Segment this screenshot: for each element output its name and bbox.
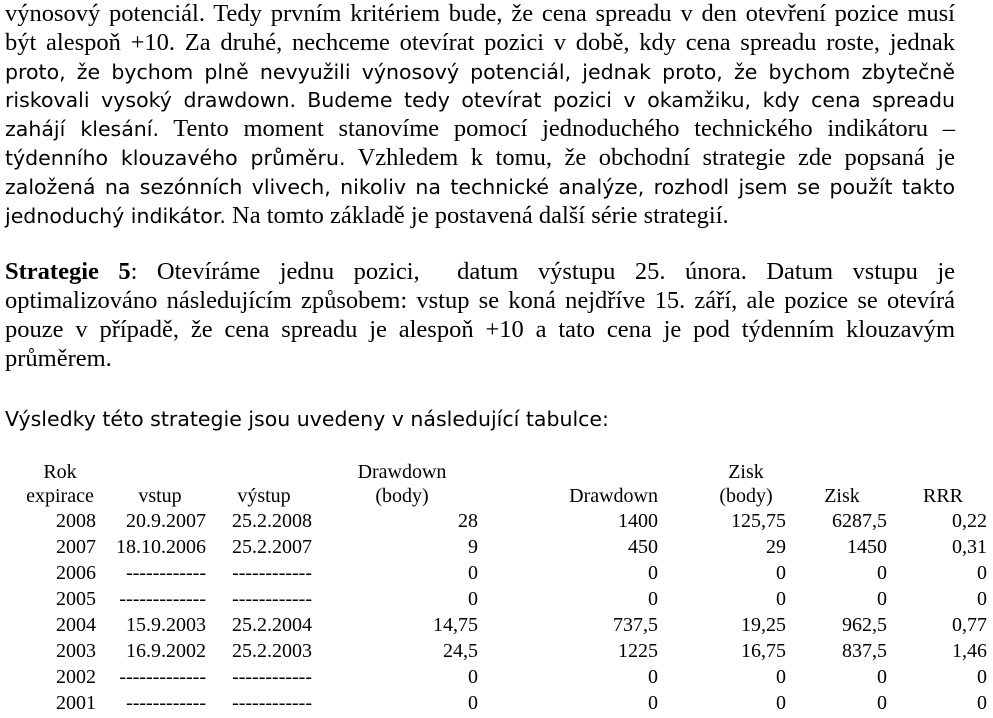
table-row [10,612,993,638]
paragraph-line [5,115,955,144]
table-cell: 125,75 [731,510,786,532]
table-cell: ------------ [232,666,312,688]
table-cell: ------------ [232,692,312,714]
table-cell: 2004 [56,614,96,636]
table-header-cell [210,460,318,484]
text-run: Na tomto základě je postavená další série strategií. [232,201,729,229]
table-cell: 0 [877,666,887,688]
paragraph-line [5,202,955,231]
table-row [10,690,993,716]
table-cell: 0 [468,562,478,584]
table-cell: 18.10.2006 [116,536,206,558]
table-cell: 28 [458,510,478,532]
table-cell: 1400 [618,510,658,532]
table-cell: 0 [877,692,887,714]
paragraph-line [5,404,955,433]
table-cell: 0 [648,562,658,584]
table-cell: 737,5 [613,614,658,636]
results-table-body [10,508,993,716]
text-run: založená na sezónních vlivech, nikoliv na technické analýze, rozhodl jsem se použít takto [5,174,955,199]
table-cell: 0 [648,588,658,610]
table-cell: 2002 [56,666,96,688]
table-cell: 24,5 [443,640,478,662]
table-cell: 0 [776,692,786,714]
table-cell: 2008 [56,510,96,532]
table-row [10,664,993,690]
text-run: týdenního klouzavého průměru. [5,145,346,170]
table-cell: ------------- [119,588,206,610]
table-row [10,586,993,612]
table-cell: 25.2.2003 [232,640,312,662]
table-cell: 25.2.2004 [232,614,312,636]
table-cell: 0,31 [952,536,987,558]
table-cell: ------------ [126,562,206,584]
table-cell: 0 [776,588,786,610]
table-cell: 9 [468,536,478,558]
table-header-cell [791,460,893,484]
table-header-cell: Drawdown [569,485,658,507]
table-header-cell: výstup [237,485,291,507]
text-run: Vzhledem k tomu, že obchodní strategie zde popsaná je [357,143,955,171]
text-run: být alespoň +10. Za druhé, nechceme otevírat pozici v době, kdy cena spreadu roste, jednak [5,28,955,56]
table-header-cell: vstup [138,485,182,507]
table-row [10,534,993,560]
table-cell: 1450 [847,536,887,558]
paragraph-line [5,58,955,87]
table-cell: ------------- [119,666,206,688]
text-run: riskovali vysoký drawdown. [5,88,297,113]
table-row [10,560,993,586]
results-table [10,460,993,716]
table-header-cell: expirace [26,485,94,507]
text-run: průměrem. [5,345,112,372]
table-cell: 962,5 [842,614,887,636]
text-run: Výsledky této strategie jsou uvedeny v následující tabulce: [5,407,609,431]
paragraph-line [5,344,955,373]
table-header-row [10,460,993,484]
text-run: proto, že bychom plně nevyužili výnosový potenciál, jednak proto, že bychom zbytečně [5,59,955,84]
table-cell: ------------ [126,692,206,714]
text-run: Budeme tedy otevírat pozici v okamžiku, kdy cena spreadu [307,88,955,113]
table-cell: 0 [648,692,658,714]
table-cell: ------------ [232,588,312,610]
table-cell: 1225 [618,640,658,662]
strategy-heading: Strategie 5 [5,258,131,285]
table-header-cell: (body) [375,485,429,507]
table-header-cell [893,460,993,484]
table-header-cell [486,460,701,484]
table-cell: 16,75 [741,640,786,662]
paragraph-line [5,29,955,58]
table-cell: 0 [977,692,987,714]
strategy-paragraph [5,257,955,373]
paragraph-line [5,144,955,173]
table-cell: 0,22 [952,510,987,532]
table-cell: 837,5 [842,640,887,662]
table-cell: ------------ [232,562,312,584]
text-run: : Otevíráme jednu pozici, [130,258,420,285]
table-header-cell: (body) [719,485,773,507]
table-header-cell: Rok [43,461,77,483]
table-cell: 2007 [56,536,96,558]
text-run: zahájí klesání. [5,117,160,142]
table-cell: 0 [648,666,658,688]
table-cell: 0 [776,666,786,688]
table-header-row [10,484,993,508]
table-cell: 0 [977,666,987,688]
table-cell: 0 [468,692,478,714]
table-cell: 0 [468,588,478,610]
results-intro [5,404,955,433]
table-cell: 2001 [56,692,96,714]
paragraph-line [5,286,955,315]
intro-paragraph [5,0,955,230]
table-cell: 0 [977,562,987,584]
table-cell: 2006 [56,562,96,584]
table-row [10,508,993,534]
table-header-cell: Zisk [728,461,764,483]
table-cell: 1,46 [952,640,987,662]
paragraph-line [5,173,955,202]
table-cell: 2003 [56,640,96,662]
table-cell: 25.2.2008 [232,510,312,532]
paragraph-line [5,0,955,29]
table-cell: 19,25 [741,614,786,636]
table-header-cell [110,460,210,484]
text-run: výnosový potenciál. Tedy prvním kritériem bude, že cena spreadu v den otevření pozice musí [5,0,955,27]
table-header-cell: Zisk [824,485,860,507]
table-cell: 6287,5 [832,510,887,532]
table-cell: 25.2.2007 [232,536,312,558]
table-cell: 0 [977,588,987,610]
text-run: optimalizováno následujícím způsobem: vstup se koná nejdříve 15. září, ale pozice se otevírá [5,287,955,314]
table-header-cell: RRR [922,485,964,507]
results-table-head [10,460,993,508]
text-run: pouze v případě, že cena spreadu je alespoň +10 a tato cena je pod týdenním klouzavým [5,316,955,343]
table-cell: 0 [776,562,786,584]
table-cell: 20.9.2007 [126,510,206,532]
text-run: jednoduchý indikátor. [5,203,226,228]
paragraph-line [5,315,955,344]
table-cell: 29 [766,536,786,558]
table-cell: 14,75 [433,614,478,636]
table-cell: 16.9.2002 [126,640,206,662]
text-run: datum výstupu 25. února. Datum vstupu je [457,258,955,285]
table-cell: 0 [877,588,887,610]
table-cell: 0,77 [952,614,987,636]
table-cell: 0 [468,666,478,688]
paragraph-line [5,257,955,286]
table-cell: 450 [628,536,658,558]
table-header-cell: Drawdown [357,461,447,483]
table-cell: 2005 [56,588,96,610]
table-row [10,638,993,664]
table-cell: 15.9.2003 [126,614,206,636]
table-cell: 0 [877,562,887,584]
paragraph-line [5,86,955,115]
text-run: Tento moment stanovíme pomocí jednoduchého technického indikátoru – [173,115,955,143]
